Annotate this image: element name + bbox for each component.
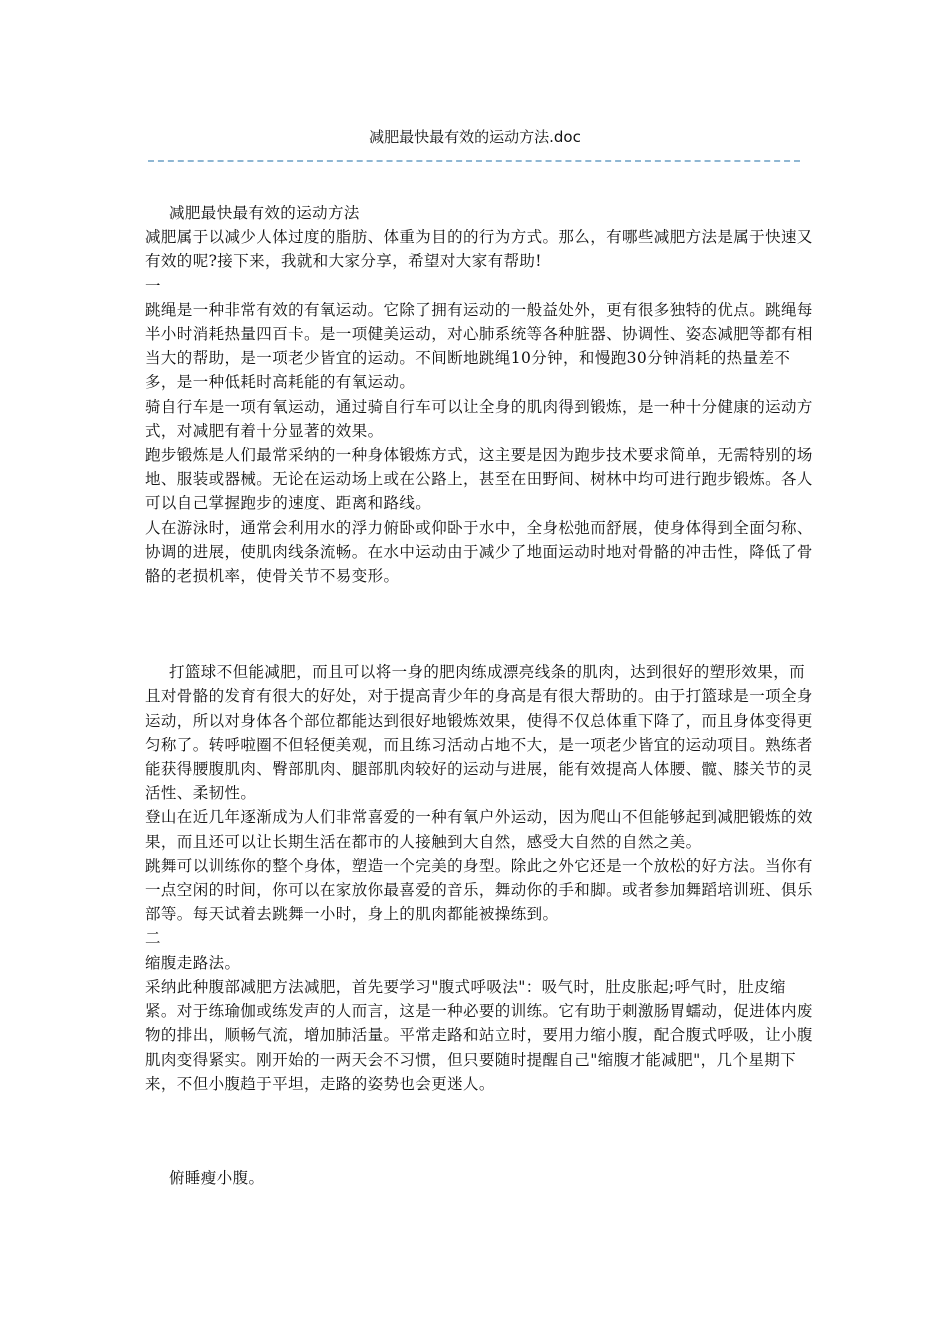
paragraph-hiking: 登山在近几年逐渐成为人们非常喜爱的一种有氧户外运动，因为爬山不但能够起到减肥锻炼的效果，而且还可以让长期生活在都市的人接触到大自然，感受大自然的自然之美。	[145, 808, 813, 851]
paragraph-jump-rope: 跳绳是一种非常有效的有氧运动。它除了拥有运动的一般益处外，更有很多独特的优点。跳绳每半小时消耗热量四百卡。是一项健美运动，对心肺系统等各种脏器、协调性、姿态减肥等都有相当大的帮助，是一项老少皆宜的运动。不间断地跳绳10分钟，和慢跑30分钟消耗的热量差不多，是一种低耗时高耗能的有氧运动。	[145, 300, 813, 392]
intro-paragraph: 减肥属于以减少人体过度的脂肪、体重为目的的行为方式。那么，有哪些减肥方法是属于快速又有效的呢?接下来，我就和大家分享，希望对大家有帮助!	[145, 228, 813, 271]
document-filename: 减肥最快最有效的运动方法.doc	[369, 128, 581, 146]
paragraph-running: 跑步锻炼是人们最常采纳的一种身体锻炼方式，这主要是因为跑步技术要求简单，无需特别的场地、服装或器械。无论在运动场上或在公路上，甚至在田野间、树林中均可进行跑步锻炼。各人可以自己掌握跑步的速度、距离和路线。	[145, 446, 813, 513]
paragraph-cycling: 骑自行车是一项有氧运动，通过骑自行车可以让全身的肌肉得到锻炼，是一种十分健康的运动方式，对减肥有着十分显著的效果。	[145, 397, 813, 440]
section-two-label: 二	[145, 929, 161, 948]
article-heading: 减肥最快最有效的运动方法	[169, 204, 360, 222]
paragraph-dancing: 跳舞可以训练你的整个身体，塑造一个完美的身型。除此之外它还是一个放松的好方法。当你有一点空闲的时间，你可以在家放你最喜爱的音乐，舞动你的手和脚。或者参加舞蹈培训班、俱乐部等。每天试着去跳舞一小时，身上的肌肉都能被操练到。	[145, 856, 813, 924]
paragraph-basketball: 打篮球不但能减肥，而且可以将一身的肥肉练成漂亮线条的肌肉，达到很好的塑形效果，而且对骨骼的发育有很大的好处，对于提高青少年的身高是有很大帮助的。由于打篮球是一项全身运动，所以对身体各个部位都能达到很好地锻炼效果，使得不仅总体重下降了，而且身体变得更匀称了。转呼啦圈不但轻便美观，而且练习活动占地不大，是一项老少皆宜的运动项目。熟练者能获得腰腹肌肉、臀部肌肉、腿部肌肉较好的运动与进展，能有效提高人体腰、髋、膝关节的灵活性、柔韧性。	[145, 663, 813, 803]
document-body	[145, 201, 815, 1190]
last-heading: 俯睡瘦小腹。	[169, 1168, 265, 1187]
paragraph-walking: 采纳此种腹部减肥方法减肥，首先要学习"腹式呼吸法"：吸气时，肚皮胀起;呼气时，肚皮缩紧。对于练瑜伽或练发声的人而言，这是一种必要的训练。它有助于刺激肠胃蠕动，促进体内废物的排出，顺畅气流，增加肺活量。平常走路和站立时，要用力缩小腹，配合腹式呼吸，让小腹肌肉变得紧实。刚开始的一两天会不习惯，但只要随时提醒自己"缩腹才能减肥"，几个星期下来，不但小腹趋于平坦，走路的姿势也会更迷人。	[145, 977, 813, 1093]
spacer	[145, 588, 815, 660]
section-one-label: 一	[145, 276, 161, 295]
header-divider	[148, 160, 800, 162]
spacer	[145, 1096, 815, 1166]
walking-title: 缩腹走路法。	[145, 953, 241, 972]
paragraph-swimming: 人在游泳时，通常会利用水的浮力俯卧或仰卧于水中，全身松弛而舒展，使身体得到全面匀称、协调的进展，使肌肉线条流畅。在水中运动由于减少了地面运动时地对骨骼的冲击性，降低了骨骼的老损机率，使骨关节不易变形。	[145, 518, 813, 586]
